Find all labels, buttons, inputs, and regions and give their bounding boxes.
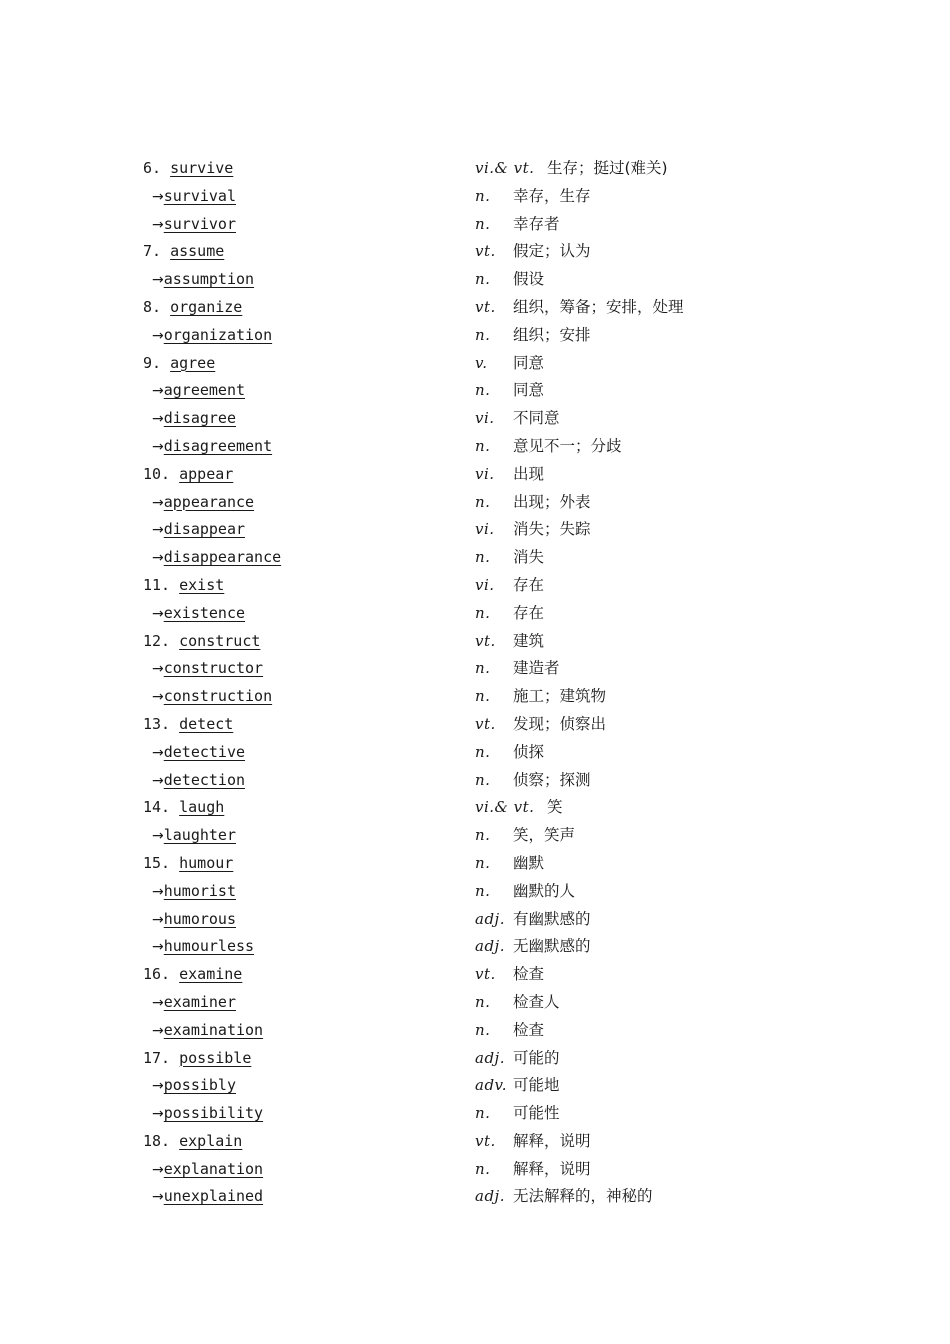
word-cell bbox=[143, 461, 233, 489]
english-word: explanation bbox=[163, 1159, 264, 1178]
word-cell bbox=[152, 600, 245, 629]
arrow-right-icon: → bbox=[152, 216, 164, 233]
chinese-meaning: 解释，说明 bbox=[513, 1159, 591, 1178]
entry-number: 13. bbox=[143, 714, 171, 733]
entry-number: 12. bbox=[143, 631, 171, 650]
chinese-meaning: 检查 bbox=[513, 965, 545, 984]
entry-number: 11. bbox=[143, 575, 171, 594]
word-cell bbox=[143, 794, 224, 822]
arrow-right-icon: → bbox=[152, 1161, 164, 1178]
part-of-speech: n. bbox=[475, 659, 491, 678]
english-word: disagree bbox=[163, 409, 236, 428]
headword-row bbox=[143, 1045, 863, 1073]
chinese-meaning: 侦察；探测 bbox=[513, 770, 591, 789]
word-cell bbox=[152, 405, 236, 434]
arrow-right-icon: → bbox=[152, 1189, 164, 1206]
derived-word-row bbox=[143, 1072, 863, 1100]
chinese-meaning: 幸存，生存 bbox=[513, 186, 591, 205]
headword-row bbox=[143, 1128, 863, 1156]
derived-word-row bbox=[143, 600, 863, 628]
arrow-right-icon: → bbox=[152, 605, 164, 622]
english-word: humour bbox=[179, 853, 234, 872]
arrow-right-icon: → bbox=[152, 1078, 164, 1095]
arrow-right-icon: → bbox=[152, 411, 164, 428]
chinese-meaning: 幽默的人 bbox=[513, 881, 576, 900]
part-of-speech: vi. bbox=[475, 464, 495, 483]
chinese-meaning: 无法解释的，神秘的 bbox=[513, 1187, 653, 1206]
chinese-meaning: 可能的 bbox=[513, 1048, 560, 1067]
part-of-speech: n. bbox=[475, 548, 491, 567]
word-cell bbox=[143, 628, 260, 656]
english-word: survival bbox=[163, 186, 236, 205]
word-cell bbox=[152, 1072, 236, 1101]
headword-row bbox=[143, 572, 863, 600]
vocabulary-list bbox=[143, 155, 863, 1211]
arrow-right-icon: → bbox=[152, 550, 164, 567]
english-word: existence bbox=[163, 603, 246, 622]
part-of-speech: n. bbox=[475, 270, 491, 289]
entry-number: 17. bbox=[143, 1048, 171, 1067]
chinese-meaning: 意见不一；分歧 bbox=[513, 436, 622, 455]
word-cell bbox=[143, 711, 233, 739]
chinese-meaning: 不同意 bbox=[513, 409, 560, 428]
derived-word-row bbox=[143, 433, 863, 461]
english-word: unexplained bbox=[163, 1187, 264, 1206]
word-cell bbox=[152, 489, 254, 518]
arrow-right-icon: → bbox=[152, 327, 164, 344]
chinese-meaning: 解释，说明 bbox=[513, 1131, 591, 1150]
english-word: constructor bbox=[163, 659, 264, 678]
chinese-meaning: 存在 bbox=[513, 603, 545, 622]
part-of-speech: n. bbox=[475, 770, 491, 789]
chinese-meaning: 无幽默感的 bbox=[513, 937, 591, 956]
part-of-speech: vi. bbox=[475, 409, 495, 428]
entry-number: 14. bbox=[143, 798, 171, 817]
part-of-speech: v. bbox=[475, 353, 488, 372]
chinese-meaning: 假设 bbox=[513, 270, 545, 289]
derived-word-row bbox=[143, 489, 863, 517]
chinese-meaning: 假定；认为 bbox=[513, 242, 591, 261]
headword-row bbox=[143, 711, 863, 739]
part-of-speech: n. bbox=[475, 603, 491, 622]
part-of-speech: n. bbox=[475, 1159, 491, 1178]
derived-word-row bbox=[143, 322, 863, 350]
word-cell bbox=[152, 822, 236, 851]
word-cell bbox=[143, 238, 224, 266]
derived-word-row bbox=[143, 878, 863, 906]
arrow-right-icon: → bbox=[152, 883, 164, 900]
chinese-meaning: 可能性 bbox=[513, 1104, 560, 1123]
part-of-speech: vt. bbox=[475, 1131, 496, 1150]
chinese-meaning: 同意 bbox=[513, 381, 545, 400]
chinese-meaning: 检查人 bbox=[513, 992, 560, 1011]
headword-row bbox=[143, 850, 863, 878]
part-of-speech: vt. bbox=[475, 297, 496, 316]
chinese-meaning: 消失 bbox=[513, 548, 545, 567]
word-cell bbox=[152, 878, 236, 907]
english-word: examine bbox=[179, 965, 243, 984]
english-word: laughter bbox=[163, 826, 236, 845]
english-word: exist bbox=[179, 575, 225, 594]
part-of-speech: n. bbox=[475, 1020, 491, 1039]
derived-word-row bbox=[143, 683, 863, 711]
part-of-speech: n. bbox=[475, 687, 491, 706]
part-of-speech: n. bbox=[475, 325, 491, 344]
derived-word-row bbox=[143, 989, 863, 1017]
arrow-right-icon: → bbox=[152, 939, 164, 956]
english-word: examination bbox=[163, 1020, 264, 1039]
word-cell bbox=[152, 683, 272, 712]
entry-number: 18. bbox=[143, 1131, 171, 1150]
derived-word-row bbox=[143, 933, 863, 961]
english-word: possible bbox=[179, 1048, 252, 1067]
word-cell bbox=[152, 1100, 263, 1129]
part-of-speech: n. bbox=[475, 881, 491, 900]
part-of-speech: n. bbox=[475, 381, 491, 400]
headword-row bbox=[143, 794, 863, 822]
word-cell bbox=[152, 322, 272, 351]
chinese-meaning: 组织；安排 bbox=[513, 325, 591, 344]
chinese-meaning: 同意 bbox=[513, 353, 545, 372]
part-of-speech: n. bbox=[475, 992, 491, 1011]
english-word: examiner bbox=[163, 992, 236, 1011]
part-of-speech: n. bbox=[475, 492, 491, 511]
derived-word-row bbox=[143, 516, 863, 544]
word-cell bbox=[152, 767, 245, 796]
entry-number: 8. bbox=[143, 297, 162, 316]
word-cell bbox=[152, 1017, 263, 1046]
english-word: organize bbox=[170, 297, 243, 316]
word-cell bbox=[152, 544, 281, 573]
english-word: agreement bbox=[163, 381, 246, 400]
english-word: appearance bbox=[163, 492, 255, 511]
chinese-meaning: 存在 bbox=[513, 575, 545, 594]
english-word: construction bbox=[163, 687, 273, 706]
headword-row bbox=[143, 294, 863, 322]
entry-number: 10. bbox=[143, 464, 171, 483]
part-of-speech: adj. bbox=[475, 909, 505, 928]
english-word: possibly bbox=[163, 1076, 236, 1095]
part-of-speech: n. bbox=[475, 436, 491, 455]
english-word: agree bbox=[170, 353, 216, 372]
english-word: disappear bbox=[163, 520, 246, 539]
arrow-right-icon: → bbox=[152, 744, 164, 761]
word-cell bbox=[152, 655, 263, 684]
chinese-meaning: 建造者 bbox=[513, 659, 560, 678]
english-word: survivor bbox=[163, 214, 236, 233]
entry-number: 9. bbox=[143, 353, 162, 372]
derived-word-row bbox=[143, 655, 863, 683]
part-of-speech: vt. bbox=[475, 714, 496, 733]
english-word: survive bbox=[170, 159, 234, 177]
derived-word-row bbox=[143, 822, 863, 850]
derived-word-row bbox=[143, 1100, 863, 1128]
chinese-meaning: 消失；失踪 bbox=[513, 520, 591, 539]
word-cell bbox=[143, 961, 242, 989]
word-cell bbox=[143, 572, 224, 600]
entry-number: 15. bbox=[143, 853, 171, 872]
english-word: possibility bbox=[163, 1104, 264, 1123]
word-cell bbox=[143, 1128, 242, 1156]
part-of-speech: vt. bbox=[475, 631, 496, 650]
part-of-speech: n. bbox=[475, 1104, 491, 1123]
chinese-meaning: 可能地 bbox=[513, 1076, 560, 1095]
headword-row bbox=[143, 628, 863, 656]
english-word: organization bbox=[163, 325, 273, 344]
derived-word-row bbox=[143, 183, 863, 211]
word-cell bbox=[143, 155, 233, 183]
english-word: construct bbox=[179, 631, 261, 650]
entry-number: 7. bbox=[143, 242, 162, 261]
word-cell bbox=[152, 933, 254, 962]
entry-number: 16. bbox=[143, 965, 171, 984]
arrow-right-icon: → bbox=[152, 383, 164, 400]
english-word: humorous bbox=[163, 909, 236, 928]
arrow-right-icon: → bbox=[152, 911, 164, 928]
word-cell bbox=[152, 739, 245, 768]
part-of-speech: adj. bbox=[475, 937, 505, 956]
chinese-meaning: 幽默 bbox=[513, 853, 545, 872]
chinese-meaning: 建筑 bbox=[513, 631, 545, 650]
arrow-right-icon: → bbox=[152, 1106, 164, 1123]
word-cell bbox=[152, 211, 236, 240]
word-cell bbox=[152, 183, 236, 212]
word-cell bbox=[152, 1156, 263, 1185]
chinese-meaning: 有幽默感的 bbox=[513, 909, 591, 928]
english-word: detective bbox=[163, 742, 246, 761]
headword-row bbox=[143, 350, 863, 378]
word-cell bbox=[152, 433, 272, 462]
english-word: humorist bbox=[163, 881, 236, 900]
english-word: disagreement bbox=[163, 436, 273, 455]
english-word: detection bbox=[163, 770, 246, 789]
derived-word-row bbox=[143, 405, 863, 433]
part-of-speech: adv. bbox=[475, 1076, 508, 1095]
chinese-meaning: 出现 bbox=[513, 464, 545, 483]
arrow-right-icon: → bbox=[152, 772, 164, 789]
english-word: assumption bbox=[163, 270, 255, 289]
derived-word-row bbox=[143, 544, 863, 572]
chinese-meaning: 检查 bbox=[513, 1020, 545, 1039]
chinese-meaning: 出现；外表 bbox=[513, 492, 591, 511]
derived-word-row bbox=[143, 767, 863, 795]
derived-word-row bbox=[143, 739, 863, 767]
english-word: disappearance bbox=[163, 548, 282, 567]
arrow-right-icon: → bbox=[152, 522, 164, 539]
word-cell bbox=[152, 516, 245, 545]
english-word: detect bbox=[179, 714, 234, 733]
english-word: humourless bbox=[163, 937, 255, 956]
word-cell bbox=[143, 294, 242, 322]
arrow-right-icon: → bbox=[152, 1022, 164, 1039]
part-of-speech: n. bbox=[475, 186, 491, 205]
part-of-speech: vt. bbox=[475, 965, 496, 984]
derived-word-row bbox=[143, 211, 863, 239]
english-word: assume bbox=[170, 242, 225, 261]
headword-row bbox=[143, 155, 863, 183]
word-cell bbox=[143, 350, 215, 378]
chinese-meaning: 生存；挺过(难关) bbox=[547, 159, 668, 177]
part-of-speech: n. bbox=[475, 853, 491, 872]
word-cell bbox=[152, 266, 254, 295]
chinese-meaning: 笑 bbox=[547, 798, 563, 817]
chinese-meaning: 幸存者 bbox=[513, 214, 560, 233]
part-of-speech: vi.& vt. bbox=[475, 798, 535, 817]
derived-word-row bbox=[143, 377, 863, 405]
arrow-right-icon: → bbox=[152, 438, 164, 455]
headword-row bbox=[143, 961, 863, 989]
part-of-speech: vt. bbox=[475, 242, 496, 261]
part-of-speech: vi. bbox=[475, 575, 495, 594]
english-word: explain bbox=[179, 1131, 243, 1150]
derived-word-row bbox=[143, 266, 863, 294]
arrow-right-icon: → bbox=[152, 994, 164, 1011]
headword-row bbox=[143, 238, 863, 266]
entry-number: 6. bbox=[143, 159, 162, 177]
headword-row bbox=[143, 461, 863, 489]
part-of-speech: adj. bbox=[475, 1187, 505, 1206]
derived-word-row bbox=[143, 906, 863, 934]
word-cell bbox=[143, 1045, 251, 1073]
part-of-speech: vi.& vt. bbox=[475, 159, 535, 177]
arrow-right-icon: → bbox=[152, 689, 164, 706]
word-cell bbox=[152, 377, 245, 406]
arrow-right-icon: → bbox=[152, 661, 164, 678]
arrow-right-icon: → bbox=[152, 272, 164, 289]
chinese-meaning: 笑，笑声 bbox=[513, 826, 576, 845]
part-of-speech: vi. bbox=[475, 520, 495, 539]
derived-word-row bbox=[143, 1156, 863, 1184]
english-word: appear bbox=[179, 464, 234, 483]
chinese-meaning: 组织，筹备；安排，处理 bbox=[513, 297, 684, 316]
chinese-meaning: 发现；侦察出 bbox=[513, 714, 607, 733]
derived-word-row bbox=[143, 1017, 863, 1045]
arrow-right-icon: → bbox=[152, 188, 164, 205]
part-of-speech: adj. bbox=[475, 1048, 505, 1067]
word-cell bbox=[152, 1183, 263, 1212]
arrow-right-icon: → bbox=[152, 828, 164, 845]
arrow-right-icon: → bbox=[152, 494, 164, 511]
chinese-meaning: 侦探 bbox=[513, 742, 545, 761]
part-of-speech: n. bbox=[475, 826, 491, 845]
word-cell bbox=[143, 850, 233, 878]
part-of-speech: n. bbox=[475, 742, 491, 761]
english-word: laugh bbox=[179, 798, 225, 817]
chinese-meaning: 施工；建筑物 bbox=[513, 687, 607, 706]
derived-word-row bbox=[143, 1183, 863, 1211]
word-cell bbox=[152, 989, 236, 1018]
part-of-speech: n. bbox=[475, 214, 491, 233]
word-cell bbox=[152, 906, 236, 935]
